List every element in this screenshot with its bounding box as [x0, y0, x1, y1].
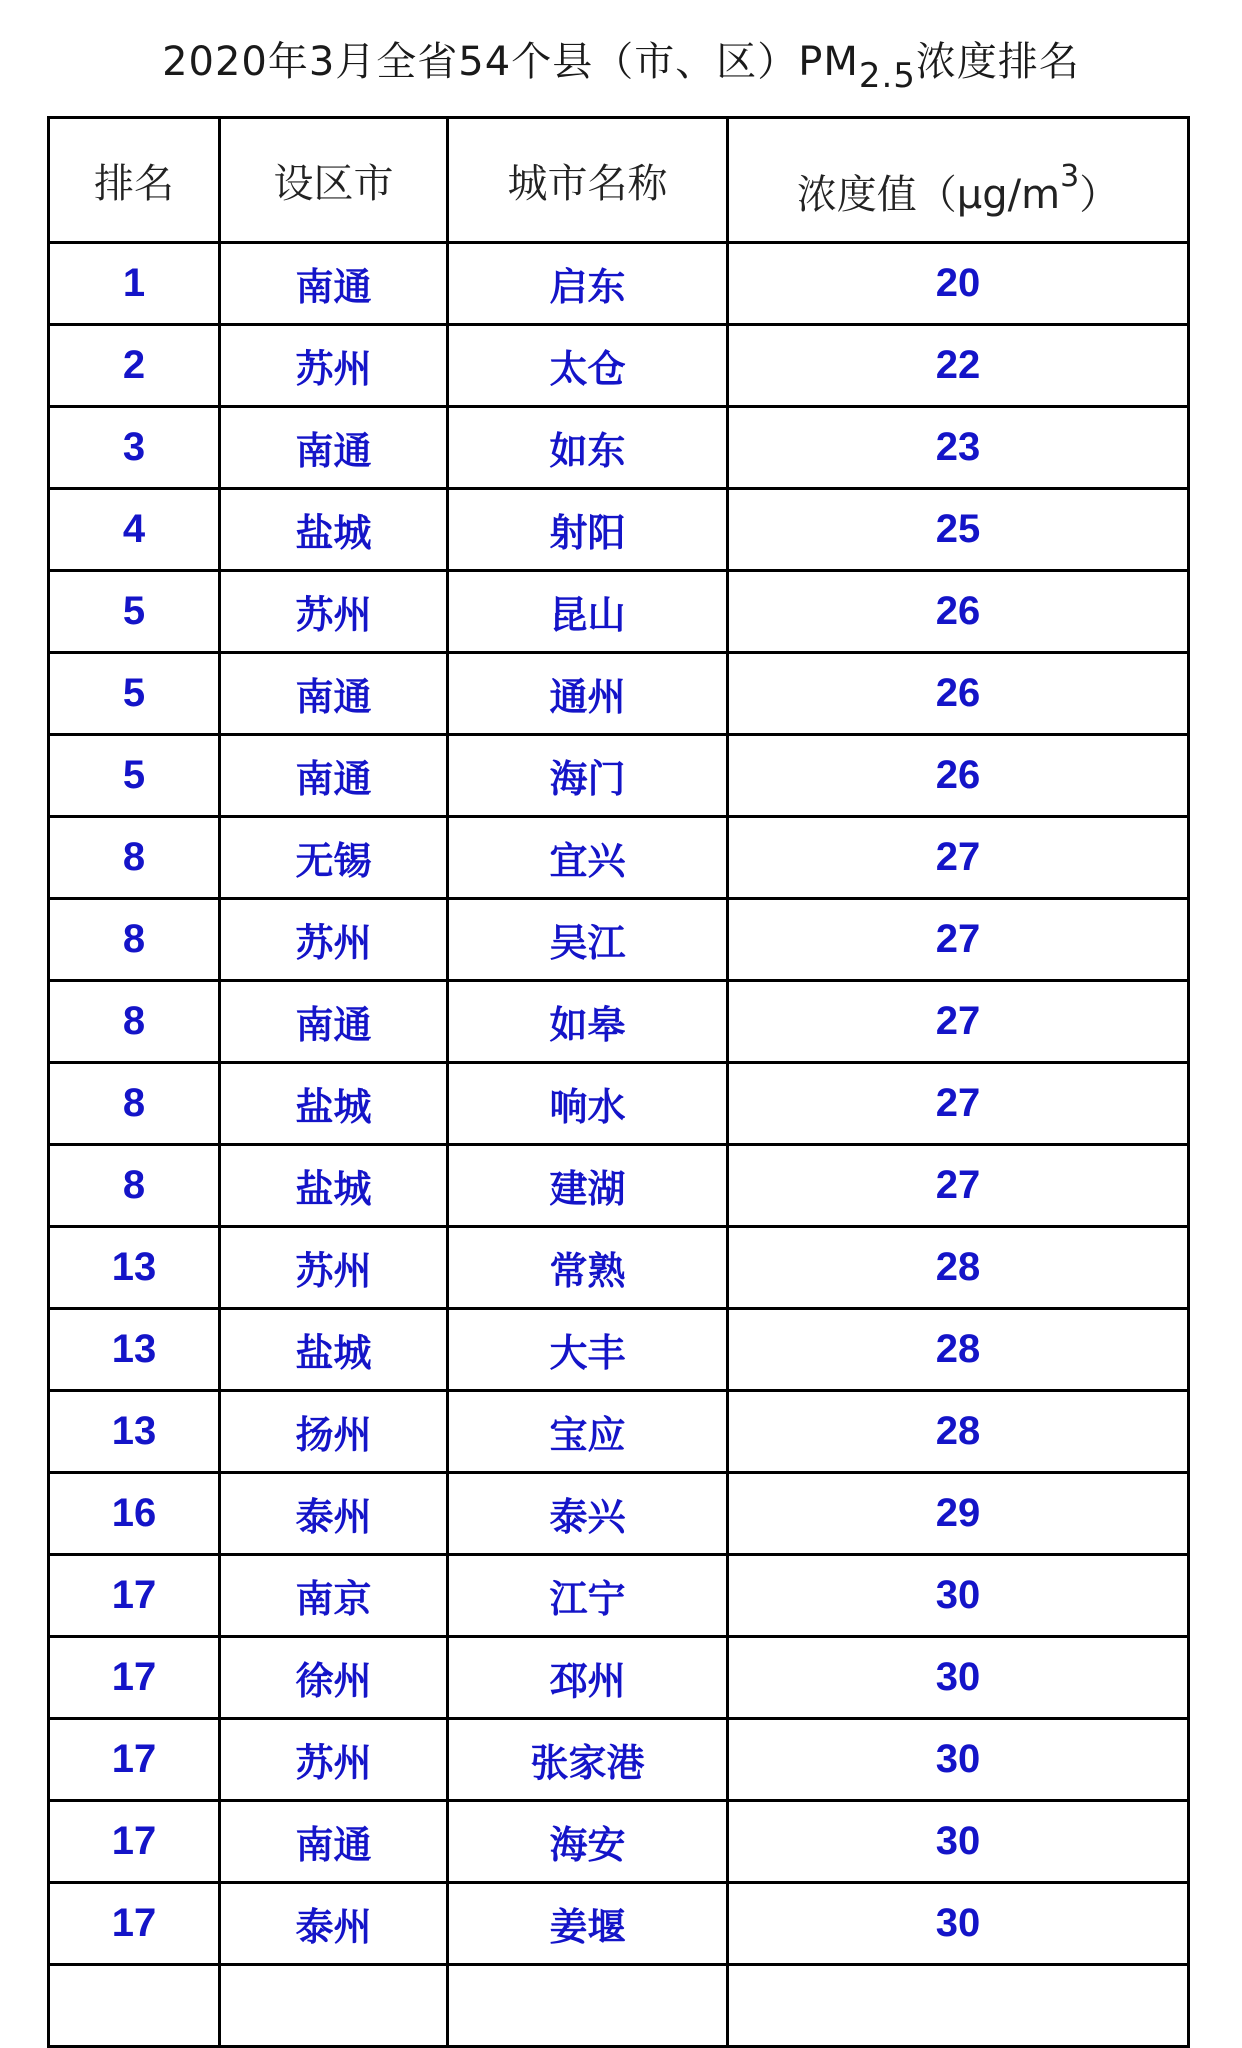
- rank-cell: 5: [49, 571, 220, 653]
- header-city: 城市名称: [448, 118, 728, 243]
- value-cell: 26: [728, 735, 1189, 817]
- value-cell: 26: [728, 571, 1189, 653]
- rank-cell: 5: [49, 653, 220, 735]
- rank-cell: 13: [49, 1227, 220, 1309]
- value-cell: 26: [728, 653, 1189, 735]
- city-cell: 建湖: [448, 1145, 728, 1227]
- rank-cell: 2: [49, 325, 220, 407]
- city-cell: 邳州: [448, 1637, 728, 1719]
- header-value-superscript: 3: [1060, 158, 1080, 194]
- title-subscript: 2.5: [858, 56, 916, 96]
- table-body: [49, 243, 1189, 2047]
- city-cell: 常熟: [448, 1227, 728, 1309]
- rank-cell: 17: [49, 1801, 220, 1883]
- city-cell: [448, 1965, 728, 2047]
- rank-cell: 17: [49, 1883, 220, 1965]
- header-district: 设区市: [220, 118, 448, 243]
- table-row: [49, 1883, 1189, 1965]
- rank-cell: 8: [49, 899, 220, 981]
- city-cell: 启东: [448, 243, 728, 325]
- table-row: [49, 981, 1189, 1063]
- rank-cell: 1: [49, 243, 220, 325]
- title-main: 2020年3月全省54个县（市、区）PM: [162, 39, 859, 85]
- table-row: [49, 407, 1189, 489]
- table-row: [49, 1145, 1189, 1227]
- rank-cell: 8: [49, 1063, 220, 1145]
- city-cell: 昆山: [448, 571, 728, 653]
- ranking-table: [47, 116, 1190, 2048]
- table-header-row: [49, 118, 1189, 243]
- district-cell: 南通: [220, 243, 448, 325]
- district-cell: 南通: [220, 407, 448, 489]
- rank-cell: [49, 1965, 220, 2047]
- page-title: [0, 30, 1242, 96]
- city-cell: 泰兴: [448, 1473, 728, 1555]
- value-cell: 22: [728, 325, 1189, 407]
- table-row: [49, 1473, 1189, 1555]
- district-cell: 泰州: [220, 1883, 448, 1965]
- table-row: [49, 653, 1189, 735]
- district-cell: [220, 1965, 448, 2047]
- table-row: [49, 1063, 1189, 1145]
- table-row: [49, 325, 1189, 407]
- city-cell: 通州: [448, 653, 728, 735]
- header-value-label: 浓度值（μg/m: [796, 171, 1061, 218]
- city-cell: 宝应: [448, 1391, 728, 1473]
- table-row: [49, 243, 1189, 325]
- city-cell: 大丰: [448, 1309, 728, 1391]
- value-cell: 28: [728, 1309, 1189, 1391]
- table-row: [49, 571, 1189, 653]
- rank-cell: 5: [49, 735, 220, 817]
- value-cell: 30: [728, 1555, 1189, 1637]
- city-cell: 如皋: [448, 981, 728, 1063]
- rank-cell: 13: [49, 1309, 220, 1391]
- value-cell: 28: [728, 1391, 1189, 1473]
- city-cell: 江宁: [448, 1555, 728, 1637]
- table-row: [49, 1719, 1189, 1801]
- district-cell: 盐城: [220, 489, 448, 571]
- district-cell: 南通: [220, 981, 448, 1063]
- value-cell: 23: [728, 407, 1189, 489]
- rank-cell: 13: [49, 1391, 220, 1473]
- city-cell: 姜堰: [448, 1883, 728, 1965]
- district-cell: 盐城: [220, 1145, 448, 1227]
- rank-cell: 17: [49, 1637, 220, 1719]
- district-cell: 盐城: [220, 1063, 448, 1145]
- district-cell: 苏州: [220, 1719, 448, 1801]
- rank-cell: 16: [49, 1473, 220, 1555]
- rank-cell: 3: [49, 407, 220, 489]
- value-cell: 27: [728, 899, 1189, 981]
- value-cell: 20: [728, 243, 1189, 325]
- value-cell: 30: [728, 1637, 1189, 1719]
- district-cell: 无锡: [220, 817, 448, 899]
- value-cell: 28: [728, 1227, 1189, 1309]
- rank-cell: 17: [49, 1555, 220, 1637]
- city-cell: 太仓: [448, 325, 728, 407]
- district-cell: 南通: [220, 735, 448, 817]
- district-cell: 苏州: [220, 899, 448, 981]
- city-cell: 海安: [448, 1801, 728, 1883]
- value-cell: 30: [728, 1883, 1189, 1965]
- district-cell: 泰州: [220, 1473, 448, 1555]
- value-cell: 27: [728, 817, 1189, 899]
- city-cell: 响水: [448, 1063, 728, 1145]
- header-value: [728, 118, 1189, 243]
- district-cell: 南京: [220, 1555, 448, 1637]
- table-row: [49, 735, 1189, 817]
- district-cell: 苏州: [220, 325, 448, 407]
- table-row: [49, 1227, 1189, 1309]
- rank-cell: 17: [49, 1719, 220, 1801]
- value-cell: 27: [728, 981, 1189, 1063]
- title-suffix: 浓度排名: [915, 39, 1080, 85]
- value-cell: 27: [728, 1063, 1189, 1145]
- city-cell: 海门: [448, 735, 728, 817]
- rank-cell: 8: [49, 817, 220, 899]
- city-cell: 如东: [448, 407, 728, 489]
- district-cell: 扬州: [220, 1391, 448, 1473]
- value-cell: [728, 1965, 1189, 2047]
- table-row: [49, 1391, 1189, 1473]
- table-row: [49, 1801, 1189, 1883]
- table-row: [49, 489, 1189, 571]
- rank-cell: 8: [49, 981, 220, 1063]
- value-cell: 30: [728, 1719, 1189, 1801]
- city-cell: 张家港: [448, 1719, 728, 1801]
- value-cell: 27: [728, 1145, 1189, 1227]
- table-row: [49, 817, 1189, 899]
- table-row: [49, 1965, 1189, 2047]
- value-cell: 29: [728, 1473, 1189, 1555]
- value-cell: 25: [728, 489, 1189, 571]
- header-value-close: ）: [1079, 171, 1120, 218]
- city-cell: 吴江: [448, 899, 728, 981]
- district-cell: 苏州: [220, 571, 448, 653]
- rank-cell: 4: [49, 489, 220, 571]
- district-cell: 苏州: [220, 1227, 448, 1309]
- district-cell: 南通: [220, 1801, 448, 1883]
- city-cell: 宜兴: [448, 817, 728, 899]
- table-row: [49, 899, 1189, 981]
- city-cell: 射阳: [448, 489, 728, 571]
- value-cell: 30: [728, 1801, 1189, 1883]
- table-row: [49, 1637, 1189, 1719]
- district-cell: 盐城: [220, 1309, 448, 1391]
- district-cell: 徐州: [220, 1637, 448, 1719]
- rank-cell: 8: [49, 1145, 220, 1227]
- table-row: [49, 1309, 1189, 1391]
- table-row: [49, 1555, 1189, 1637]
- header-rank: 排名: [49, 118, 220, 243]
- district-cell: 南通: [220, 653, 448, 735]
